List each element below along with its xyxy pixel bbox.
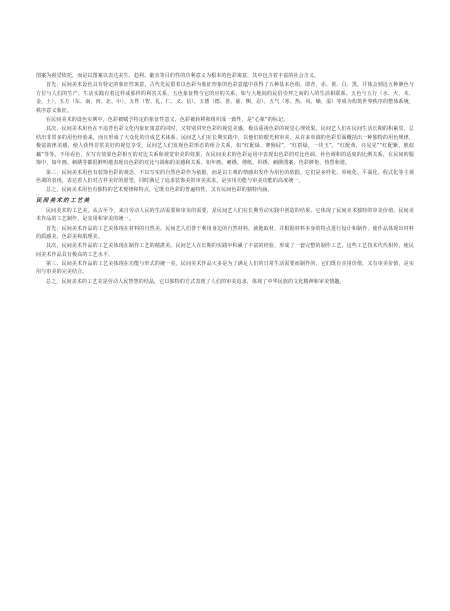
paragraph: 第三，民间美术作品的工艺美体现在功能与形式的统一美。民间美术作品大多是为了满足人们的日常生活需要而制作的，它们既有实用价值，又有审美价值，是实用与审美的完美结合。 <box>36 260 414 276</box>
body-section-after <box>36 207 414 286</box>
paragraph: 其次，民间美术用色在不违背色彩文化内象征寓意的同时，又特别讲究色彩的视觉美感，极具重视色彩的视觉心理效果。民间艺人们在民间生活长期的积累里，总结出非常多的用色经验来，而且形成了大众化的自成艺术体系。民间艺人们在长期实践中，以他们的眼光和审美，从许多单调的色彩里面概括出一种独特的用色规律，极富韵律美感，使人获得非常美好的视觉享受。民间艺人们发现色彩形态的组合关系，如“红配绿，赛狗屁”，“红搭绿，一块玉”，“红配黄，亮晃晃”“红配紫，胜似藕”等等。不用看色，在写有效果色彩相互的对比关系和视觉审美的效果，在民间美术的色彩运用中表现出色彩的对比色调、补色调和的适度的比例关系，在民间的服饰中，如年画、刺绣等都很鲜明地表现出色彩的对比与调和的美感和关系。如年画、刺绣、剪纸、织绣、刺绣图案，色彩鲜艳、热烈和谐。 <box>36 126 414 167</box>
paragraph: 民间美术的工艺美，从古至今，来自劳动人民的生活需要和审美的需要，是民间艺人们在长期劳动实践中创造的结果。它体现了民间美术独特的审美价值，民间美术作品的工艺制作，是实用和审美的统一。 <box>36 207 414 223</box>
paragraph: 图案为视觉依托，而是以图案以表达美生、趋利、避害等目的性的功利意义为根本的色彩寓意，其中包含着丰富的社会含义。 <box>36 73 320 79</box>
paragraph: 第三，民间美术用色有装饰色彩的观念，不以写实的自然色彩作为依据，而是以主观的情感出发作为用色的依据。它们是多样化、单纯化、平面化、程式化等主观色调的表现，表达着人们对吉祥美好的愿望，同时满足了追求装饰美的审美需求，是实用功能与审美功能的高度统一。 <box>36 169 414 185</box>
paragraph: 总之，民间美术的工艺美是劳动人民智慧的结晶，它以独特的方式表现了人们的审美追求，体现了中华民族的文化精神和审美情趣。 <box>46 278 345 285</box>
paragraph: 其次，民间美术作品的工艺美体现在制作工艺的精湛美。民间艺人在长期的实践中积累了丰富的经验，形成了一套完整的制作工艺，这些工艺技术代代相传，使民间美术作品具有极高的工艺水平。 <box>36 243 414 258</box>
paragraph: 在民间美术的设色实例中，色彩被赋予特定的象征性意义，色彩被转移和组织成一致性，是“心象”的标记。 <box>46 116 289 123</box>
section-heading: 民间美术的工艺美 <box>36 197 91 204</box>
paragraph: 首先，民间美术设色具有特定的象征性寓意。古代先民借着以色彩为象征形象的色彩意蕴中获得了五种基本色相，即青、赤、黄、白、黑，并体会到这五种颜色与方位与人们的生产、生活实践有着这样或那样的利害关系，五色象征物与它的应的关系，如与大地间的民俗崇拜之间的人的生活相联系。五色与五行（水、火、木、金、土），五方（东、南、西、北、中），五性（智、礼、仁、义、信），五德（德、善、慈、恻、忍），五气（寒、热、风、燥、湿）等成为构筑世界秩序的整体系统，秩序意义象征。 <box>36 82 414 114</box>
document-page <box>36 72 414 286</box>
body-section-before <box>36 72 414 195</box>
paragraph: 首先，民间美术作品的工艺美体现在材料的自然美。民间艺人们善于利用身边的自然材料，就地取材，并根据材料本身的特点进行设计和制作，使作品体现出材料的质感美、色彩美和肌理美。 <box>36 225 414 241</box>
paragraph: 总之，民间美术用色有独特的艺术规律和特点，它既有色彩的普遍特性，又有民间色彩的独特内涵。 <box>46 187 273 194</box>
